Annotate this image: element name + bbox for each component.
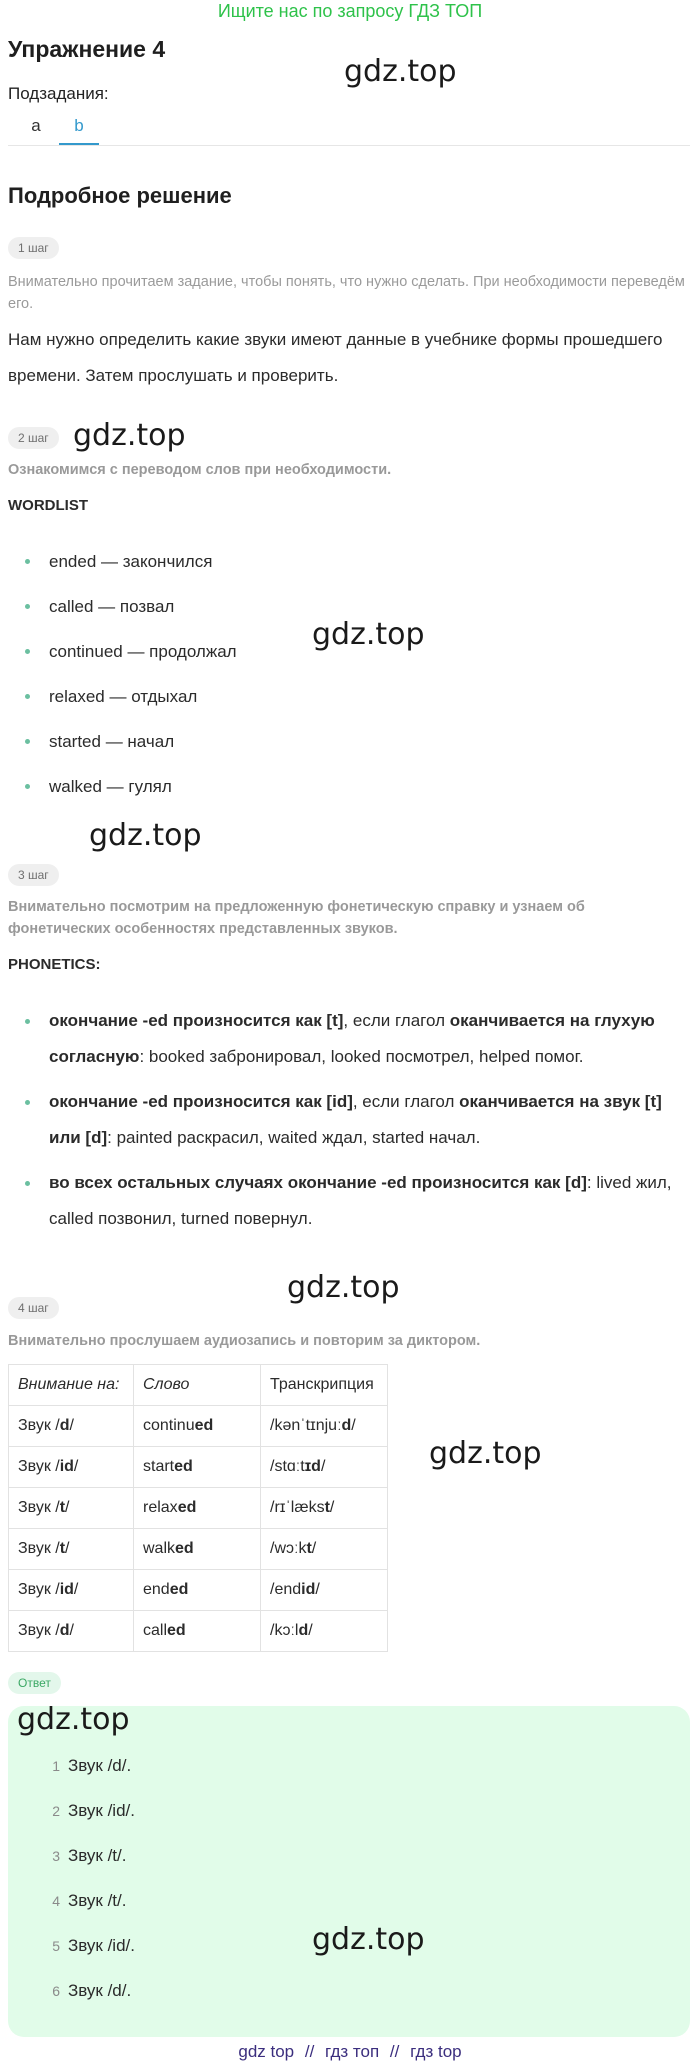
- footer-separator: //: [304, 2042, 315, 2061]
- table-cell-transcription: /rɪˈlækst/: [261, 1488, 388, 1529]
- table-cell-transcription: /endid/: [261, 1570, 388, 1611]
- answer-text: Звук /id/.: [68, 1936, 135, 1955]
- rule-bold: оканчивается на глухую согласную: [49, 1011, 655, 1066]
- list-item: [8, 1969, 688, 2014]
- watermark: gdz.top: [287, 1270, 400, 1305]
- step-3-badge: 3 шаг: [8, 864, 59, 886]
- watermark: gdz.top: [344, 54, 457, 89]
- table-header: Транскрипция: [261, 1365, 388, 1406]
- list-item: started — начал: [8, 719, 692, 764]
- step-1-badge: 1 шаг: [8, 237, 59, 259]
- table-header: Внимание на:: [9, 1365, 134, 1406]
- list-item: walked — гулял: [8, 764, 692, 809]
- answer-text: Звук /t/.: [68, 1846, 127, 1865]
- page-title: Упражнение 4: [8, 36, 166, 62]
- answer-text: Звук /t/.: [68, 1891, 127, 1910]
- table-cell-word: walked: [134, 1529, 261, 1570]
- answer-text: Звук /d/.: [68, 1981, 132, 2000]
- step-3-description: Внимательно посмотрим на предложенную фонетическую справку и узнаем об фонетических особенностях представленных звуков.: [8, 899, 585, 937]
- subtask-tabs: [8, 114, 690, 146]
- step-2-badge: 2 шаг: [8, 427, 59, 449]
- answer-number: 6: [52, 1983, 60, 1999]
- wordlist-heading: WORDLIST: [8, 497, 88, 514]
- answer-text: Звук /d/.: [68, 1756, 132, 1775]
- rule-text: , если глагол: [352, 1092, 460, 1111]
- phonetics-rules: [8, 1003, 692, 1246]
- list-item: ended — закончился: [8, 539, 692, 584]
- phonetics-heading: PHONETICS:: [8, 956, 101, 973]
- rule-text: , если глагол: [343, 1011, 450, 1030]
- step-1-description: Внимательно прочитаем задание, чтобы понять, что нужно сделать. При необходимости переведём его.: [8, 274, 685, 312]
- table-cell-word: continued: [134, 1406, 261, 1447]
- rule-bold: во всех остальных случаях окончание -ed произносится как [d]: [49, 1173, 587, 1192]
- footer-link[interactable]: гдз top: [410, 2042, 462, 2061]
- watermark: gdz.top: [429, 1436, 542, 1471]
- rule-text: : booked забронировал, looked посмотрел, helped помог.: [139, 1047, 584, 1066]
- list-item: [8, 1084, 692, 1156]
- tab-a[interactable]: a: [31, 116, 41, 135]
- answer-badge: Ответ: [8, 1672, 61, 1694]
- table-cell-transcription: /wɔːkt/: [261, 1529, 388, 1570]
- table-cell-word: ended: [134, 1570, 261, 1611]
- table-header: Слово: [134, 1365, 261, 1406]
- answer-list: [8, 1744, 688, 2014]
- table-cell-sound: Звук /t/: [9, 1488, 134, 1529]
- table-cell-word: started: [134, 1447, 261, 1488]
- table-cell-sound: Звук /t/: [9, 1529, 134, 1570]
- footer-link[interactable]: gdz top: [238, 2042, 295, 2061]
- answer-text: Звук /id/.: [68, 1801, 135, 1820]
- list-item: called — позвал: [8, 584, 692, 629]
- footer-links: [0, 2041, 700, 2063]
- footer-separator: //: [389, 2042, 400, 2061]
- list-item: relaxed — отдыхал: [8, 674, 692, 719]
- answer-number: 1: [52, 1758, 60, 1774]
- step-2-description: Ознакомимся с переводом слов при необходимости.: [8, 462, 392, 478]
- table-cell-sound: Звук /d/: [9, 1611, 134, 1652]
- list-item: [8, 1834, 688, 1879]
- footer-link[interactable]: гдз топ: [325, 2042, 380, 2061]
- watermark: gdz.top: [312, 1922, 425, 1957]
- table-row: [9, 1570, 388, 1611]
- table-cell-transcription: /kənˈtɪnjuːd/: [261, 1406, 388, 1447]
- top-banner[interactable]: Ищите нас по запросу ГДЗ ТОП: [217, 1, 483, 21]
- list-item: [8, 1165, 692, 1237]
- answer-number: 3: [52, 1848, 60, 1864]
- watermark: gdz.top: [89, 818, 202, 853]
- table-header-row: [9, 1365, 388, 1406]
- list-item: continued — продолжал: [8, 629, 692, 674]
- table-cell-transcription: /stɑːtɪd/: [261, 1447, 388, 1488]
- list-item: [8, 1744, 688, 1789]
- table-row: [9, 1406, 388, 1447]
- table-row: [9, 1447, 388, 1488]
- rule-bold: окончание -ed произносится как [id]: [49, 1092, 353, 1111]
- table-row: [9, 1488, 388, 1529]
- table-cell-word: called: [134, 1611, 261, 1652]
- step-4-description: Внимательно прослушаем аудиозапись и повторим за диктором.: [8, 1333, 481, 1349]
- rule-bold: окончание -ed произносится как [t]: [49, 1011, 344, 1030]
- watermark: gdz.top: [73, 418, 186, 453]
- wordlist: [8, 539, 692, 809]
- rule-text: : painted раскрасил, waited ждал, started начал.: [107, 1128, 481, 1147]
- watermark: gdz.top: [312, 617, 425, 652]
- answer-number: 2: [52, 1803, 60, 1819]
- answer-number: 5: [52, 1938, 60, 1954]
- list-item: [8, 1879, 688, 1924]
- table-row: [9, 1611, 388, 1652]
- tab-b[interactable]: b: [59, 114, 99, 145]
- table-cell-transcription: /kɔːld/: [261, 1611, 388, 1652]
- rule-text: : lived жил, called позвонил, turned повернул.: [49, 1173, 672, 1228]
- step-4-badge: 4 шаг: [8, 1297, 59, 1319]
- watermark: gdz.top: [17, 1702, 130, 1737]
- list-item: [8, 1003, 692, 1075]
- sounds-table: [8, 1364, 388, 1652]
- list-item: [8, 1789, 688, 1834]
- subtasks-label: Подзадания:: [8, 84, 109, 103]
- answer-number: 4: [52, 1893, 60, 1909]
- rule-bold: оканчивается на звук [t] или [d]: [49, 1092, 662, 1147]
- table-cell-sound: Звук /id/: [9, 1570, 134, 1611]
- table-row: [9, 1529, 388, 1570]
- table-cell-word: relaxed: [134, 1488, 261, 1529]
- step-1-text: Нам нужно определить какие звуки имеют данные в учебнике формы прошедшего времени. Затем прослушать и проверить.: [8, 330, 663, 385]
- table-cell-sound: Звук /id/: [9, 1447, 134, 1488]
- table-cell-sound: Звук /d/: [9, 1406, 134, 1447]
- section-title: Подробное решение: [8, 183, 232, 208]
